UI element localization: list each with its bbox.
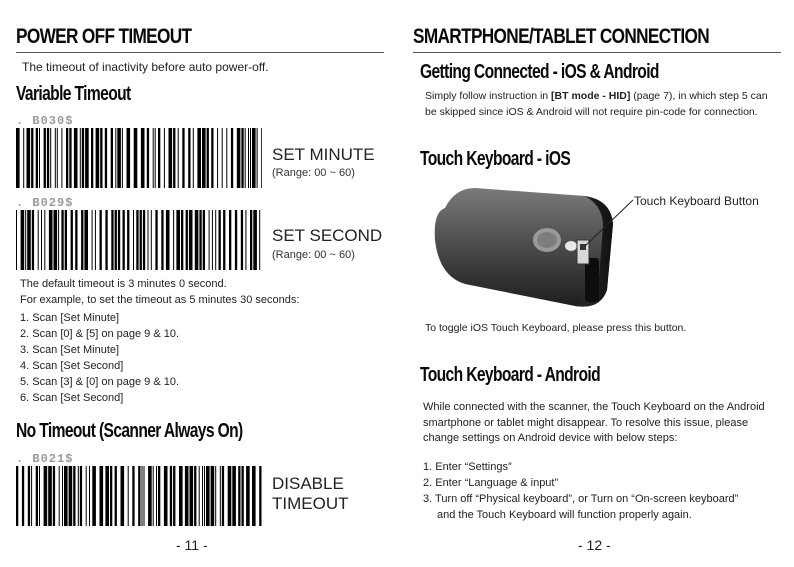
android-steps-list xyxy=(423,459,738,523)
list-item: 4. Scan [Set Second] xyxy=(20,360,124,372)
page-number-right: - 12 - xyxy=(578,537,611,553)
page-number-left: - 11 - xyxy=(176,537,208,553)
list-item: and the Touch Keyboard will function properly again. xyxy=(437,509,692,521)
set-minute-code-label: . B030$ xyxy=(16,114,74,128)
no-timeout-heading: No Timeout (Scanner Always On) xyxy=(16,420,243,442)
android-description: While connected with the scanner, the Touch Keyboard on the Android smartphone or tablet might disappear. To resolve this issue, please change settings on Android device with below steps: xyxy=(423,401,765,444)
list-item: 3. Scan [Set Minute] xyxy=(20,344,120,356)
disable-timeout-label-line2: TIMEOUT xyxy=(272,494,349,513)
getting-text-end: (page 7), in which step 5 can be skipped since iOS & Android will not require pin-code for connection. xyxy=(425,90,768,118)
variable-timeout-heading: Variable Timeout xyxy=(16,83,131,105)
right-title-divider xyxy=(413,52,781,53)
set-minute-label: SET MINUTE xyxy=(272,145,375,164)
set-minute-barcode xyxy=(16,128,262,188)
default-timeout-note: The default timeout is 3 minutes 0 second. xyxy=(20,278,227,290)
timeout-intro: The timeout of inactivity before auto power-off. xyxy=(22,60,269,74)
scanner-device-illustration xyxy=(425,180,645,320)
list-item: 3. Turn off “Physical keyboard”, or Turn on “On-screen keyboard” xyxy=(423,493,739,505)
bt-mode-reference: [BT mode - HID] xyxy=(551,90,631,102)
touch-keyboard-button-callout: Touch Keyboard Button xyxy=(634,194,759,208)
getting-connected-text xyxy=(425,89,775,120)
disable-timeout-code-label: . B021$ xyxy=(16,452,74,466)
android-heading: Touch Keyboard - Android xyxy=(420,364,601,386)
getting-text-start: Simply follow instruction in xyxy=(425,90,552,102)
list-item: 2. Enter “Language & input” xyxy=(423,477,559,489)
ios-toggle-note: To toggle iOS Touch Keyboard, please press this button. xyxy=(425,322,687,334)
set-second-code-label: . B029$ xyxy=(16,196,74,210)
list-item: 6. Scan [Set Second] xyxy=(20,392,124,404)
set-second-label: SET SECOND xyxy=(272,226,383,245)
list-item: 2. Scan [0] & [5] on page 9 & 10. xyxy=(20,328,180,340)
list-item: 5. Scan [3] & [0] on page 9 & 10. xyxy=(20,376,180,388)
list-item: 1. Scan [Set Minute] xyxy=(20,312,120,324)
right-page-title: SMARTPHONE/TABLET CONNECTION xyxy=(413,25,710,48)
disable-timeout-barcode xyxy=(16,466,262,526)
getting-connected-heading: Getting Connected - iOS & Android xyxy=(420,61,659,83)
set-second-range: (Range: 00 ~ 60) xyxy=(272,249,355,261)
ios-heading: Touch Keyboard - iOS xyxy=(420,148,571,170)
timeout-steps-list xyxy=(20,310,179,406)
disable-timeout-label-line1: DISABLE xyxy=(272,474,344,493)
left-title-divider xyxy=(16,52,384,53)
example-note: For example, to set the timeout as 5 minutes 30 seconds: xyxy=(20,294,300,306)
left-page-title: POWER OFF TIMEOUT xyxy=(16,25,192,48)
set-second-barcode xyxy=(16,210,262,270)
list-item: 1. Enter “Settings” xyxy=(423,461,512,473)
set-minute-range: (Range: 00 ~ 60) xyxy=(272,167,355,179)
